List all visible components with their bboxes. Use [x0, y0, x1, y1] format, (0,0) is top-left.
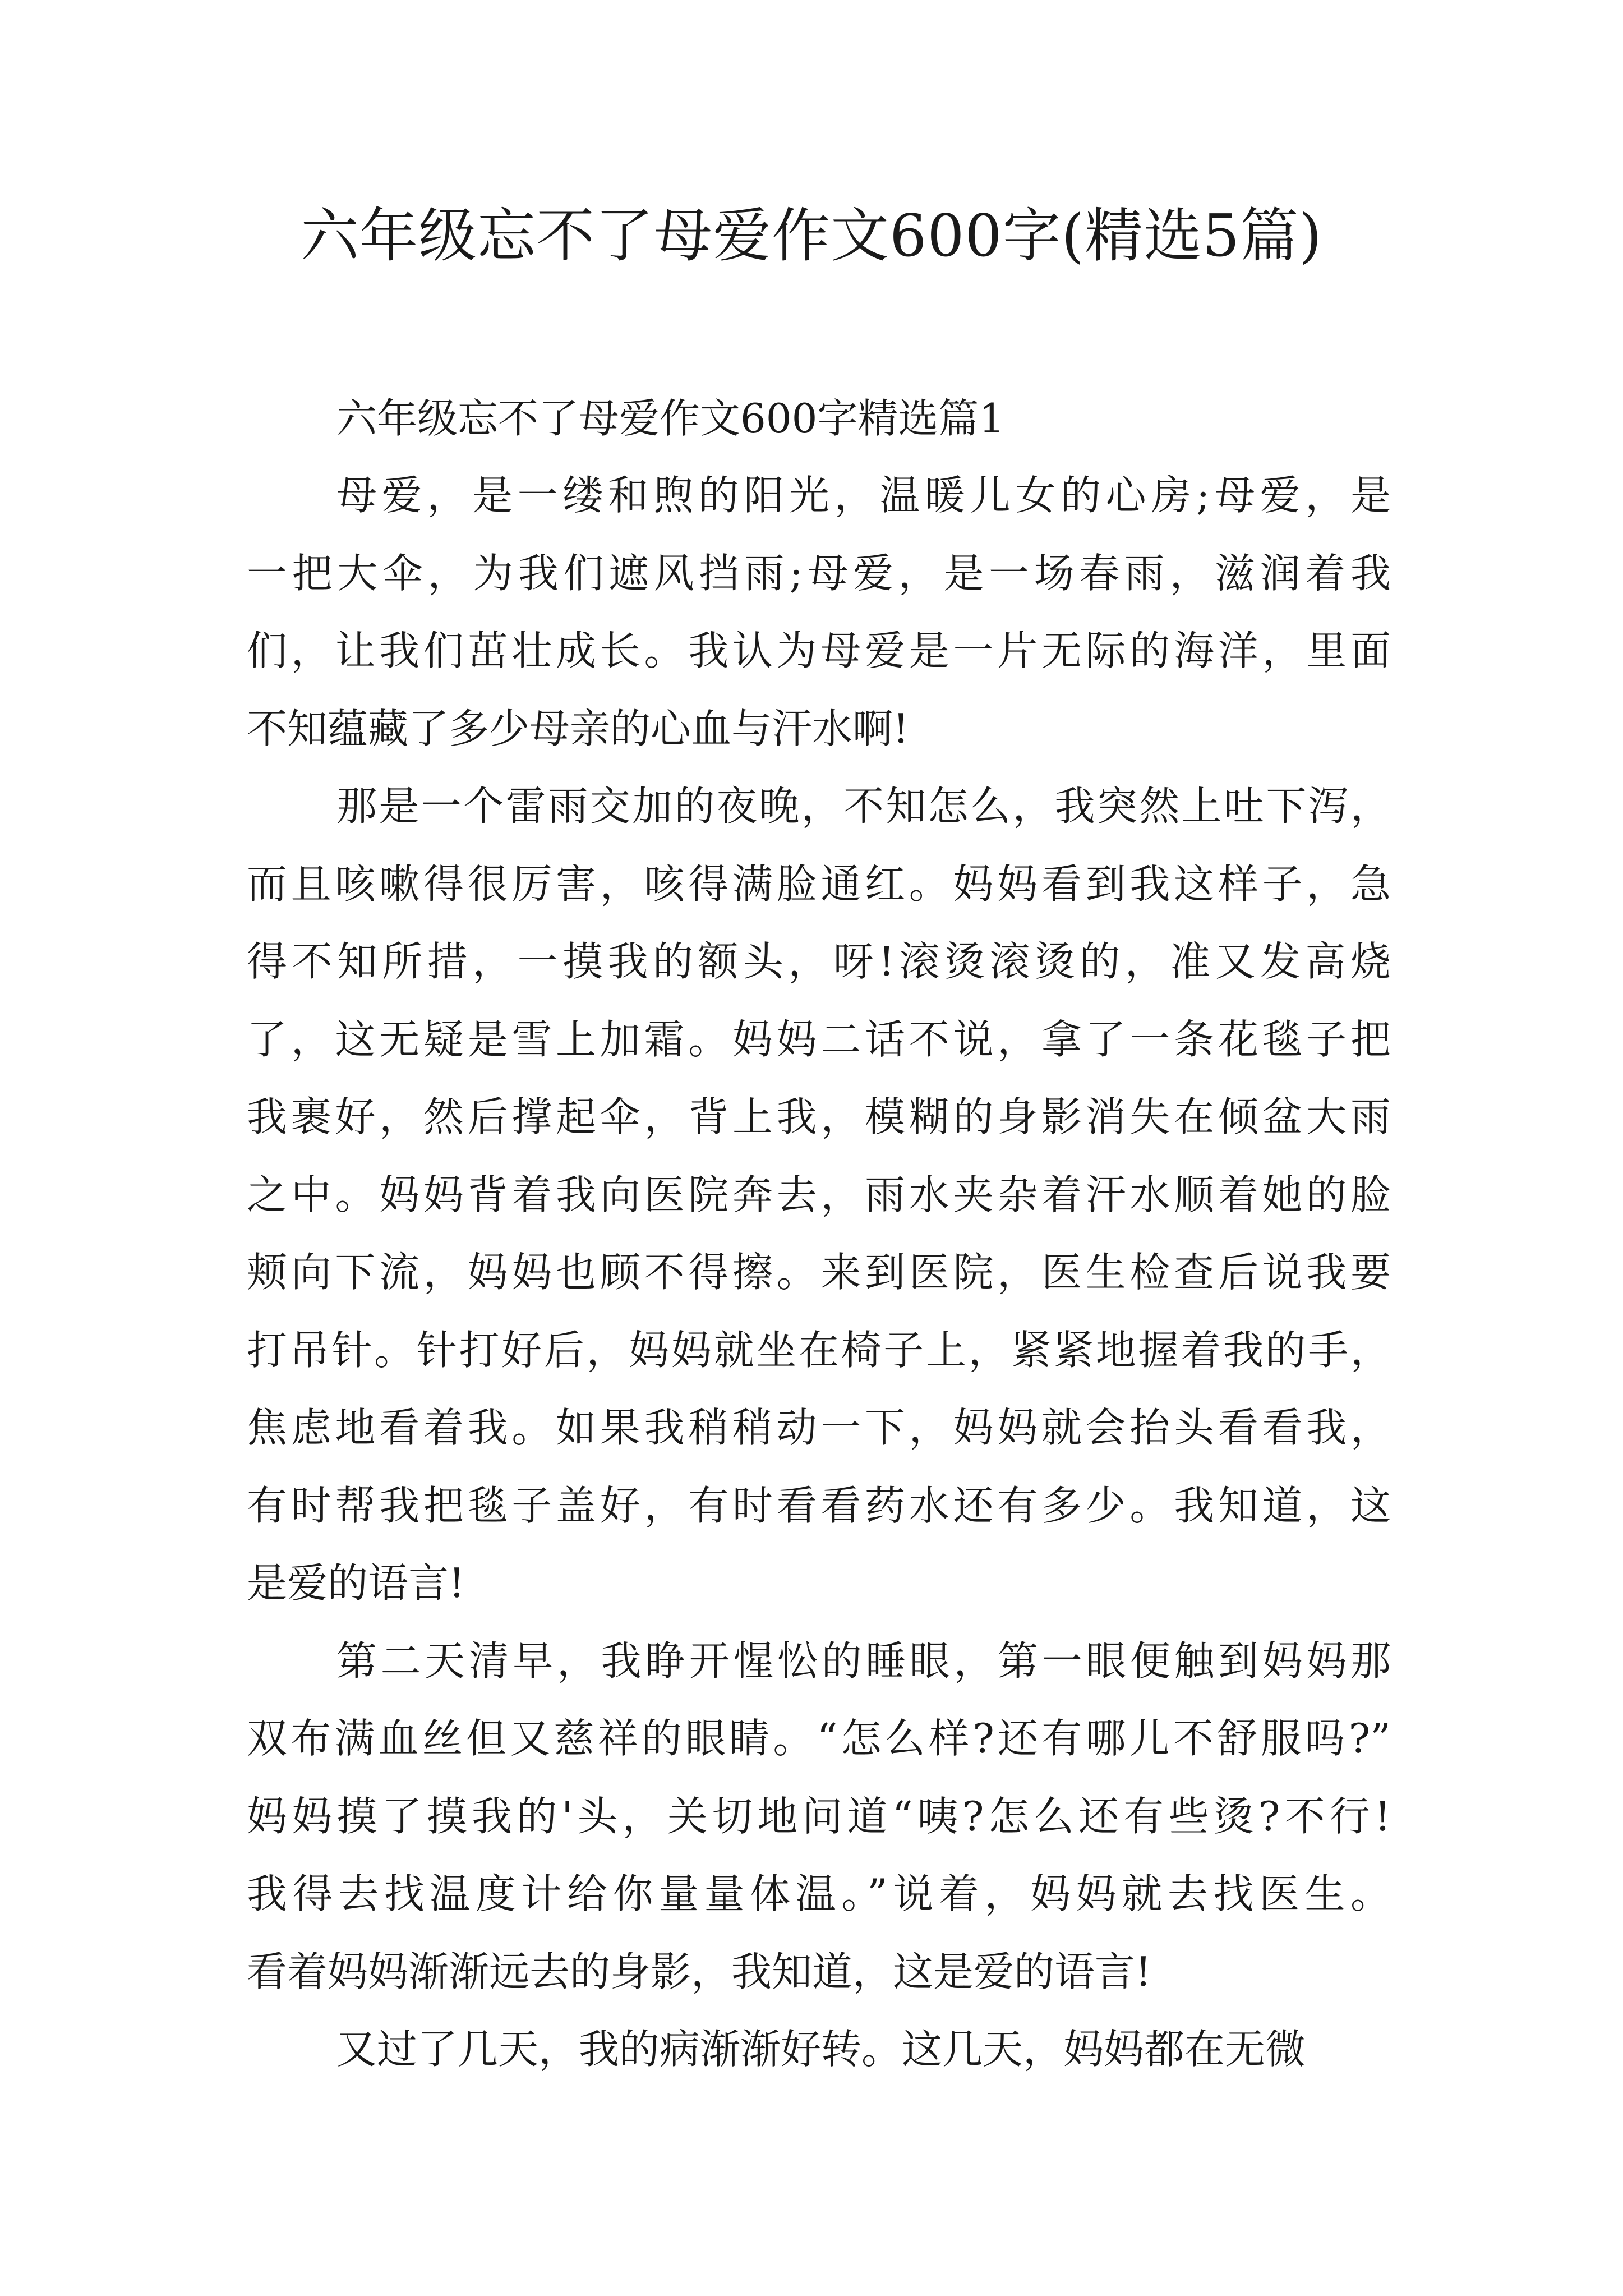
- paragraph-line: 焦虑地看着我。如果我稍稍动一下，妈妈就会抬头看看我，: [247, 1404, 1391, 1451]
- paragraph-line: 而且咳嗽得很厉害，咳得满脸通红。妈妈看到我这样子，急: [247, 860, 1391, 908]
- document-title: 六年级忘不了母爱作文600字(精选5篇): [301, 201, 1322, 270]
- paragraph-line: 们，让我们茁壮成长。我认为母爱是一片无际的海洋，里面: [247, 627, 1391, 674]
- paragraph-line: 我得去找温度计给你量量体温。”说着，妈妈就去找医生。: [247, 1870, 1391, 1917]
- paragraph-line: 之中。妈妈背着我向医院奔去，雨水夹杂着汗水顺着她的脸: [247, 1171, 1391, 1218]
- paragraph-2: [247, 767, 1391, 1622]
- paragraph-line: 颊向下流，妈妈也顾不得擦。来到医院，医生检查后说我要: [247, 1249, 1391, 1296]
- document-body: [247, 380, 1391, 2088]
- paragraph-line: 有时帮我把毯子盖好，有时看看药水还有多少。我知道，这: [247, 1481, 1391, 1529]
- paragraph-line: 又过了几天，我的病渐渐好转。这几天，妈妈都在无微: [336, 2026, 1306, 2073]
- paragraph-line: 得不知所措，一摸我的额头，呀!滚烫滚烫的，准又发高烧: [247, 938, 1391, 985]
- paragraph-3: [247, 1622, 1391, 2011]
- paragraph-line: 那是一个雷雨交加的夜晚，不知怎么，我突然上吐下泻，: [336, 783, 1391, 830]
- paragraph-line: 我裹好，然后撑起伞，背上我，模糊的身影消失在倾盆大雨: [247, 1093, 1391, 1140]
- paragraph-line: 母爱，是一缕和煦的阳光，温暖儿女的心房;母爱，是: [336, 472, 1391, 519]
- section-heading: 六年级忘不了母爱作文600字精选篇1: [336, 395, 1005, 442]
- paragraph-line: 第二天清早，我睁开惺忪的睡眼，第一眼便触到妈妈那: [336, 1637, 1391, 1685]
- paragraph-line: 了，这无疑是雪上加霜。妈妈二话不说，拿了一条花毯子把: [247, 1015, 1391, 1063]
- paragraph-line: 双布满血丝但又慈祥的眼睛。“怎么样?还有哪儿不舒服吗?”: [247, 1715, 1391, 1762]
- paragraph-line: 一把大伞，为我们遮风挡雨;母爱，是一场春雨，滋润着我: [247, 549, 1391, 597]
- paragraph-line: 是爱的语言!: [247, 1559, 465, 1607]
- paragraph-line: 打吊针。针打好后，妈妈就坐在椅子上，紧紧地握着我的手，: [247, 1326, 1391, 1374]
- paragraph-line: 不知蕴藏了多少母亲的心血与汗水啊!: [247, 705, 909, 752]
- paragraph-line: 妈妈摸了摸我的'头，关切地问道“咦?怎么还有些烫?不行!: [247, 1792, 1391, 1840]
- paragraph-4: [247, 2010, 1391, 2088]
- paragraph-1: [247, 457, 1391, 767]
- paragraph-line: 看着妈妈渐渐远去的身影，我知道，这是爱的语言!: [247, 1948, 1151, 1995]
